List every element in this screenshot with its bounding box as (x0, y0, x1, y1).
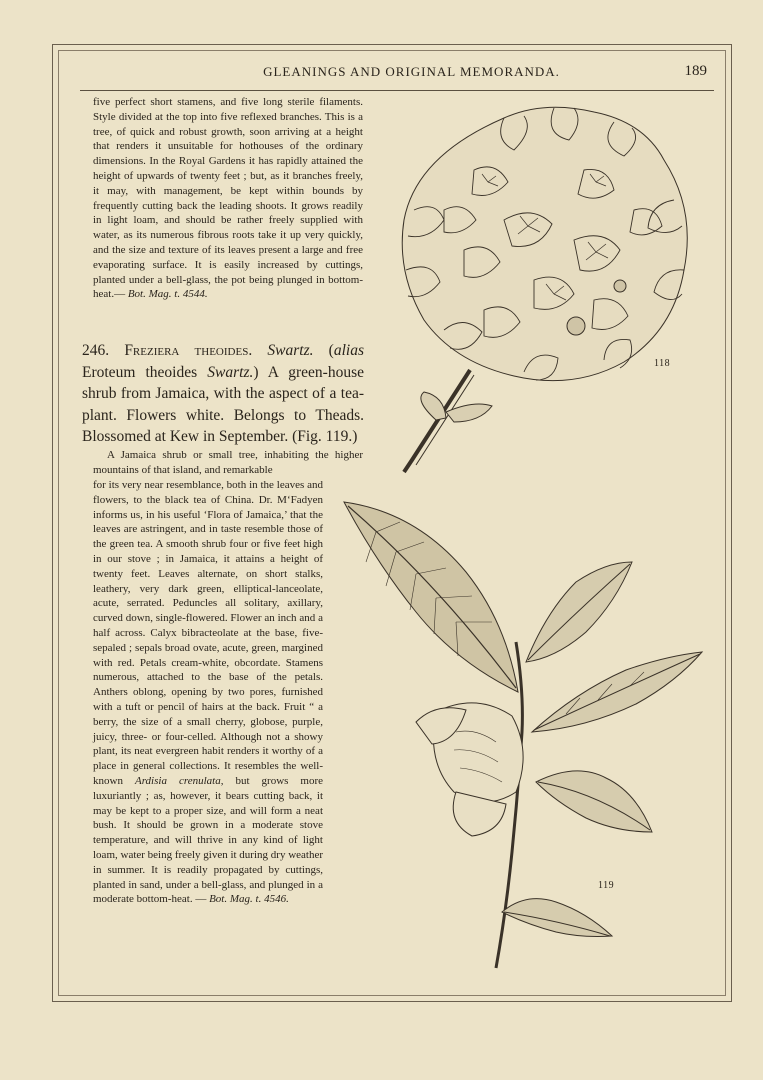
figure-119-label: 119 (598, 880, 615, 891)
figure-118-illustration (384, 100, 704, 480)
page-number: 189 (684, 63, 707, 79)
top-citation: Bot. Mag. t. 4544. (127, 288, 208, 301)
end-citation: Bot. Mag. t. 4546. (209, 893, 289, 906)
figure-118-label: 118 (654, 358, 671, 369)
body-paragraph-narrow (93, 478, 323, 907)
body-paragraph-wide (93, 448, 363, 478)
body-narrow-text-1: for its very near resemblance, both in the leaves and flowers, to the black tea of China. Dr. M‘Fadyen informs us, in his useful ‘Flora of Jamaica,’ that the leaves are astringent, and in taste resemble those of the green tea. A smooth shrub four or five feet high in our stove ; in Jamaica, it attains a height of twenty feet. Leaves alternate, on short stalks, leathery, very dark green, elliptical-lanceolate, acute, serrated. Peduncles all solitary, axillary, curved down, single-flowered. Flower an inch and a half across. Calyx bibracteolate at the base, five-sepaled ; sepals broad ovate, acute, green, margined with red. Petals cream-white, obcordate. Stamens numerous, attached to the base of the petals. Anthers oblong, opening by two pores, furnished with a tuft or pencil of hairs at the back. Fruit “ a berry, the size of a small cherry, globose, purple, juicy, three- or four-celled. Although not a showy plant, its neat evergreen habit renders it worthy of a place in general collections. It resembles the well-known (93, 479, 323, 787)
ardisia-name: Ardisia crenulata, (134, 774, 224, 787)
section-number: 246. (82, 342, 110, 359)
section-heading (82, 340, 364, 448)
body-wide-text: A Jamaica shrub or small tree, inhabiting the higher mountains of that island, and remarkable (93, 449, 363, 476)
top-paragraph-text: five perfect short stamens, and five long sterile filaments. Style divided at the top into five reflexed branches. This is a tree, of quick and robust growth, soon arriving at a height that renders it unsuitable for hothouses of the ordinary dimensions. In the Royal Gardens it has rapidly attained the height of upwards of twenty feet ; but, as it branches freely, it may, with management, be kept within bounds by frequently cutting back the leading shoots. It grows readily in light loam, and should be rather freely supplied with water, as its numerous fibrous roots take it up very quickly, and the size and texture of its leaves present a large and free evaporating surface. It is easily increased by cuttings, planted under a bell-glass, the pot being plunged in bottom-heat.— (93, 96, 363, 301)
top-paragraph (93, 95, 363, 302)
alias-word: alias (333, 342, 364, 359)
header-rule (80, 90, 714, 91)
synonym: Eroteum theoides (82, 363, 198, 381)
running-title: GLEANINGS AND ORIGINAL MEMORANDA. (263, 64, 560, 79)
alias-open: ( (328, 342, 334, 359)
body-narrow-text-2: but grows more luxuriantly ; as, however, it bears cutting back, it may be kept to a proper size, and will form a neat bush. It should be grown in a moderate stove temperature, and will thrive in any kind of light loam, water being freely given it during dry weather in summer. It is readily propagated by cuttings, planted in sand, under a bell-glass, and plunged in a moderate bottom-heat. — (93, 774, 324, 906)
section-description: ) A green-house shrub from Jamaica, with the aspect of a tea-plant. Flowers white. Belongs to Theads. Blossomed at Kew in September. (Fig. 119.) (82, 363, 365, 445)
figure-119-illustration (336, 492, 708, 972)
plant-author: Swartz. (267, 342, 314, 359)
plant-name: Freziera theoides. (124, 342, 253, 359)
synonym-author: Swartz. (207, 363, 254, 381)
